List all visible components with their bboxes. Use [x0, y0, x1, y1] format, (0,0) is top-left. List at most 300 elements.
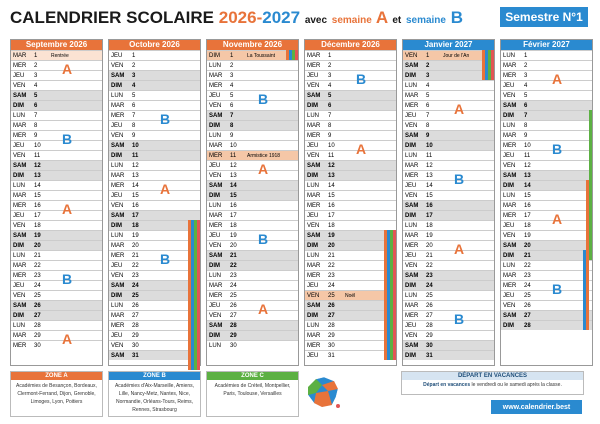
day-number: 25	[426, 293, 433, 299]
day-number: 20	[426, 243, 433, 249]
day-name: MER	[209, 223, 223, 229]
zone-title: ZONE B	[109, 372, 200, 380]
day-name: DIM	[405, 283, 416, 289]
day-name: MER	[405, 313, 419, 319]
day-name: JEU	[503, 293, 515, 299]
week-letter-a: A	[61, 61, 73, 77]
day-number: 18	[524, 223, 531, 229]
day-name: LUN	[307, 183, 320, 189]
day-number: 14	[132, 183, 139, 189]
day-number: 26	[426, 303, 433, 309]
day-number: 10	[328, 143, 335, 149]
day-row	[11, 310, 102, 320]
day-number: 24	[328, 283, 335, 289]
day-name: SAM	[503, 173, 517, 179]
day-row	[207, 60, 298, 70]
day-name: SAM	[307, 93, 321, 99]
day-name: MAR	[209, 283, 223, 289]
day-name: SAM	[111, 143, 125, 149]
day-row	[501, 170, 592, 180]
day-number: 1	[34, 53, 38, 59]
day-row	[403, 190, 494, 200]
day-name: DIM	[503, 253, 514, 259]
day-name: SAM	[111, 213, 125, 219]
day-number: 29	[426, 333, 433, 339]
day-row	[501, 270, 592, 280]
day-number: 9	[524, 133, 528, 139]
day-row	[501, 50, 592, 60]
day-name: SAM	[307, 163, 321, 169]
day-row	[11, 250, 102, 260]
day-name: SAM	[111, 353, 125, 359]
day-number: 15	[34, 193, 41, 199]
day-row	[403, 270, 494, 280]
day-row	[403, 210, 494, 220]
day-row	[501, 320, 592, 330]
day-number: 7	[230, 113, 234, 119]
day-number: 6	[328, 103, 332, 109]
month-header: Décembre 2026	[305, 40, 396, 50]
day-number: 4	[230, 83, 234, 89]
day-row	[109, 210, 200, 220]
day-name: LUN	[111, 303, 124, 309]
day-name: JEU	[503, 153, 515, 159]
holiday-label: Noël	[345, 293, 356, 299]
day-number: 5	[34, 93, 38, 99]
day-name: VEN	[209, 313, 222, 319]
day-number: 24	[132, 283, 139, 289]
day-row	[501, 180, 592, 190]
day-name: DIM	[111, 83, 122, 89]
day-name: LUN	[307, 253, 320, 259]
day-row	[305, 170, 396, 180]
day-row	[207, 120, 298, 130]
day-number: 20	[328, 243, 335, 249]
day-number: 12	[426, 163, 433, 169]
day-row	[207, 250, 298, 260]
day-name: SAM	[209, 253, 223, 259]
day-row	[501, 240, 592, 250]
day-name: DIM	[209, 123, 220, 129]
day-name: JEU	[307, 213, 319, 219]
day-row	[109, 200, 200, 210]
day-name: MER	[503, 73, 517, 79]
day-name: JEU	[405, 253, 417, 259]
day-number: 27	[328, 313, 335, 319]
day-name: MER	[405, 173, 419, 179]
day-number: 28	[328, 323, 335, 329]
day-row	[109, 220, 200, 230]
day-row	[207, 260, 298, 270]
day-name: MAR	[209, 213, 223, 219]
day-row	[305, 200, 396, 210]
day-row	[11, 180, 102, 190]
day-name: VEN	[13, 223, 26, 229]
day-row	[207, 280, 298, 290]
day-number: 28	[132, 323, 139, 329]
week-letter-b: B	[61, 131, 73, 147]
day-row	[109, 100, 200, 110]
day-name: MER	[13, 133, 27, 139]
day-name: SAM	[405, 273, 419, 279]
month-header: Novembre 2026	[207, 40, 298, 50]
day-name: SAM	[503, 313, 517, 319]
day-name: SAM	[405, 63, 419, 69]
day-row	[109, 270, 200, 280]
day-name: LUN	[307, 323, 320, 329]
day-row	[403, 290, 494, 300]
day-number: 19	[230, 233, 237, 239]
day-name: VEN	[307, 83, 320, 89]
day-number: 8	[230, 123, 234, 129]
day-name: VEN	[13, 153, 26, 159]
day-name: JEU	[307, 143, 319, 149]
year-end: 2027	[262, 8, 301, 27]
site-url[interactable]: www.calendrier.best	[491, 400, 582, 414]
holiday-label: Jour de l'An	[443, 53, 470, 59]
day-row	[305, 100, 396, 110]
day-number: 8	[34, 123, 38, 129]
day-number: 8	[132, 123, 136, 129]
holiday-stripe	[295, 50, 298, 60]
header	[10, 6, 590, 32]
day-name: VEN	[405, 333, 418, 339]
day-number: 10	[34, 143, 41, 149]
day-number: 25	[34, 293, 41, 299]
day-number: 29	[328, 333, 335, 339]
day-number: 22	[34, 263, 41, 269]
day-name: MAR	[209, 73, 223, 79]
day-row	[305, 90, 396, 100]
day-number: 18	[328, 223, 335, 229]
day-name: MAR	[111, 173, 125, 179]
zone-box	[10, 371, 103, 417]
day-name: JEU	[13, 73, 25, 79]
semaine-b-word: semaine	[405, 15, 446, 26]
day-name: SAM	[209, 113, 223, 119]
holiday-stripe	[583, 250, 586, 330]
day-number: 6	[524, 103, 528, 109]
day-number: 2	[230, 63, 234, 69]
day-number: 6	[34, 103, 38, 109]
day-row	[207, 340, 298, 350]
day-row	[207, 70, 298, 80]
day-number: 7	[426, 113, 430, 119]
day-number: 22	[230, 263, 237, 269]
day-number: 13	[426, 173, 433, 179]
page-title	[10, 8, 463, 28]
day-number: 16	[524, 203, 531, 209]
day-number: 21	[34, 253, 41, 259]
day-number: 1	[328, 53, 332, 59]
departure-desc: le vendredi ou le samedi après la classe.	[471, 382, 562, 388]
month-column	[402, 39, 495, 366]
day-row	[403, 220, 494, 230]
day-name: VEN	[405, 53, 418, 59]
day-number: 19	[328, 233, 335, 239]
week-letter-b: B	[159, 251, 171, 267]
day-number: 31	[132, 353, 139, 359]
day-name: MAR	[503, 63, 517, 69]
day-number: 25	[230, 293, 237, 299]
day-name: MER	[209, 293, 223, 299]
day-row	[109, 50, 200, 60]
month-column	[108, 39, 201, 366]
day-number: 18	[230, 223, 237, 229]
day-name: LUN	[13, 183, 26, 189]
day-number: 9	[230, 133, 234, 139]
zone-box	[108, 371, 201, 417]
day-row	[11, 170, 102, 180]
day-number: 4	[328, 83, 332, 89]
day-number: 11	[34, 153, 41, 159]
day-name: MER	[111, 113, 125, 119]
day-row	[501, 110, 592, 120]
day-number: 28	[426, 323, 433, 329]
day-name: JEU	[405, 323, 417, 329]
day-name: JEU	[503, 83, 515, 89]
month-header: Janvier 2027	[403, 40, 494, 50]
week-letter-b: B	[355, 71, 367, 87]
day-name: MAR	[405, 93, 419, 99]
day-row	[403, 50, 494, 60]
day-row	[207, 320, 298, 330]
day-name: JEU	[307, 353, 319, 359]
day-number: 23	[426, 273, 433, 279]
day-row	[305, 110, 396, 120]
week-letter-a: A	[551, 71, 563, 87]
year-dash: -	[256, 8, 263, 27]
day-number: 18	[426, 223, 433, 229]
day-row	[501, 190, 592, 200]
day-number: 23	[230, 273, 237, 279]
day-row	[403, 140, 494, 150]
day-row	[11, 160, 102, 170]
day-row	[403, 330, 494, 340]
day-row	[403, 120, 494, 130]
day-row	[305, 120, 396, 130]
day-row	[207, 190, 298, 200]
day-name: MER	[111, 253, 125, 259]
day-number: 15	[230, 193, 237, 199]
day-number: 17	[230, 213, 237, 219]
day-number: 22	[524, 263, 531, 269]
day-number: 8	[426, 123, 430, 129]
day-name: JEU	[209, 93, 221, 99]
day-row	[305, 180, 396, 190]
day-name: VEN	[405, 263, 418, 269]
holiday-label: La Toussaint	[247, 53, 275, 59]
departure-box	[401, 371, 584, 395]
day-name: JEU	[111, 193, 123, 199]
day-name: DIM	[13, 103, 24, 109]
day-name: DIM	[209, 193, 220, 199]
day-name: VEN	[405, 193, 418, 199]
day-row	[305, 230, 396, 240]
day-number: 12	[328, 163, 335, 169]
semester-badge: Semestre N°1	[500, 7, 588, 27]
day-number: 31	[426, 353, 433, 359]
day-name: VEN	[111, 203, 124, 209]
day-row	[305, 250, 396, 260]
day-number: 24	[34, 283, 41, 289]
day-name: LUN	[209, 203, 222, 209]
day-row	[305, 300, 396, 310]
day-number: 22	[132, 263, 139, 269]
day-row	[207, 270, 298, 280]
day-name: SAM	[111, 73, 125, 79]
day-number: 3	[34, 73, 38, 79]
day-number: 1	[132, 53, 136, 59]
day-number: 27	[524, 313, 531, 319]
day-row	[305, 310, 396, 320]
day-row	[207, 150, 298, 160]
day-name: JEU	[111, 53, 123, 59]
week-letter-b: B	[453, 311, 465, 327]
day-number: 19	[34, 233, 41, 239]
day-number: 19	[524, 233, 531, 239]
day-name: MER	[13, 203, 27, 209]
day-name: DIM	[209, 53, 220, 59]
day-row	[305, 160, 396, 170]
holiday-stripe	[491, 50, 494, 80]
day-row	[403, 340, 494, 350]
day-name: VEN	[209, 243, 222, 249]
day-row	[501, 100, 592, 110]
day-row	[109, 90, 200, 100]
day-number: 14	[34, 183, 41, 189]
day-row	[403, 150, 494, 160]
year-start: 2026	[218, 8, 257, 27]
day-number: 16	[132, 203, 139, 209]
day-name: JEU	[307, 73, 319, 79]
day-row	[109, 80, 200, 90]
week-letter-b: B	[551, 281, 563, 297]
day-number: 11	[230, 153, 237, 159]
day-name: MAR	[13, 193, 27, 199]
holiday-stripe	[393, 230, 396, 360]
day-name: SAM	[405, 343, 419, 349]
day-number: 10	[524, 143, 531, 149]
day-name: VEN	[503, 303, 516, 309]
day-number: 19	[426, 233, 433, 239]
day-name: LUN	[503, 263, 516, 269]
day-row	[501, 310, 592, 320]
day-name: MER	[307, 63, 321, 69]
day-row	[109, 170, 200, 180]
day-row	[403, 230, 494, 240]
day-name: DIM	[111, 153, 122, 159]
semaine-a-letter: A	[375, 8, 388, 27]
day-name: MAR	[503, 273, 517, 279]
semaine-b-letter: B	[450, 8, 463, 27]
day-number: 1	[426, 53, 430, 59]
day-number: 13	[34, 173, 41, 179]
day-number: 8	[524, 123, 528, 129]
day-name: VEN	[209, 173, 222, 179]
month-header: Septembre 2026	[11, 40, 102, 50]
day-name: DIM	[405, 143, 416, 149]
day-row	[109, 150, 200, 160]
day-name: VEN	[503, 163, 516, 169]
week-letter-b: B	[159, 111, 171, 127]
day-number: 30	[132, 343, 139, 349]
day-number: 12	[230, 163, 237, 169]
day-name: VEN	[405, 123, 418, 129]
day-row	[403, 60, 494, 70]
day-number: 9	[132, 133, 136, 139]
day-number: 13	[132, 173, 139, 179]
day-row	[501, 300, 592, 310]
week-letter-a: A	[355, 141, 367, 157]
day-number: 30	[426, 343, 433, 349]
day-name: LUN	[111, 93, 124, 99]
day-number: 28	[524, 323, 531, 329]
day-number: 17	[34, 213, 41, 219]
day-number: 20	[230, 243, 237, 249]
day-row	[403, 130, 494, 140]
day-name: MER	[405, 103, 419, 109]
day-name: JEU	[13, 213, 25, 219]
day-name: MER	[503, 283, 517, 289]
week-letter-a: A	[453, 101, 465, 117]
day-row	[11, 240, 102, 250]
day-name: JEU	[13, 143, 25, 149]
day-number: 11	[524, 153, 531, 159]
day-name: LUN	[405, 223, 418, 229]
day-row	[207, 130, 298, 140]
day-number: 6	[230, 103, 234, 109]
day-number: 26	[328, 303, 335, 309]
day-row	[11, 260, 102, 270]
day-row	[305, 340, 396, 350]
day-row	[11, 230, 102, 240]
day-name: MER	[13, 273, 27, 279]
day-row	[305, 290, 396, 300]
day-name: JEU	[405, 183, 417, 189]
day-number: 18	[34, 223, 41, 229]
day-number: 24	[426, 283, 433, 289]
day-name: VEN	[111, 343, 124, 349]
day-number: 16	[426, 203, 433, 209]
day-row	[305, 270, 396, 280]
day-name: VEN	[111, 133, 124, 139]
day-row	[11, 150, 102, 160]
day-name: SAM	[405, 133, 419, 139]
day-row	[109, 160, 200, 170]
day-row	[109, 130, 200, 140]
day-number: 10	[132, 143, 139, 149]
day-row	[109, 280, 200, 290]
day-row	[109, 70, 200, 80]
day-row	[11, 100, 102, 110]
day-number: 3	[132, 73, 136, 79]
day-number: 3	[328, 73, 332, 79]
day-name: MER	[503, 143, 517, 149]
day-name: MAR	[307, 263, 321, 269]
day-row	[305, 350, 396, 360]
day-number: 15	[524, 193, 531, 199]
day-number: 28	[34, 323, 41, 329]
week-letter-a: A	[61, 201, 73, 217]
day-name: JEU	[405, 113, 417, 119]
day-name: VEN	[111, 63, 124, 69]
day-name: DIM	[111, 223, 122, 229]
day-number: 9	[426, 133, 430, 139]
week-letter-b: B	[257, 91, 269, 107]
day-name: LUN	[405, 153, 418, 159]
zone-academies: Académies de Besançon, Bordeaux, Clermont-Ferrand, Dijon, Grenoble, Limoges, Lyon, Poitiers	[16, 383, 97, 405]
